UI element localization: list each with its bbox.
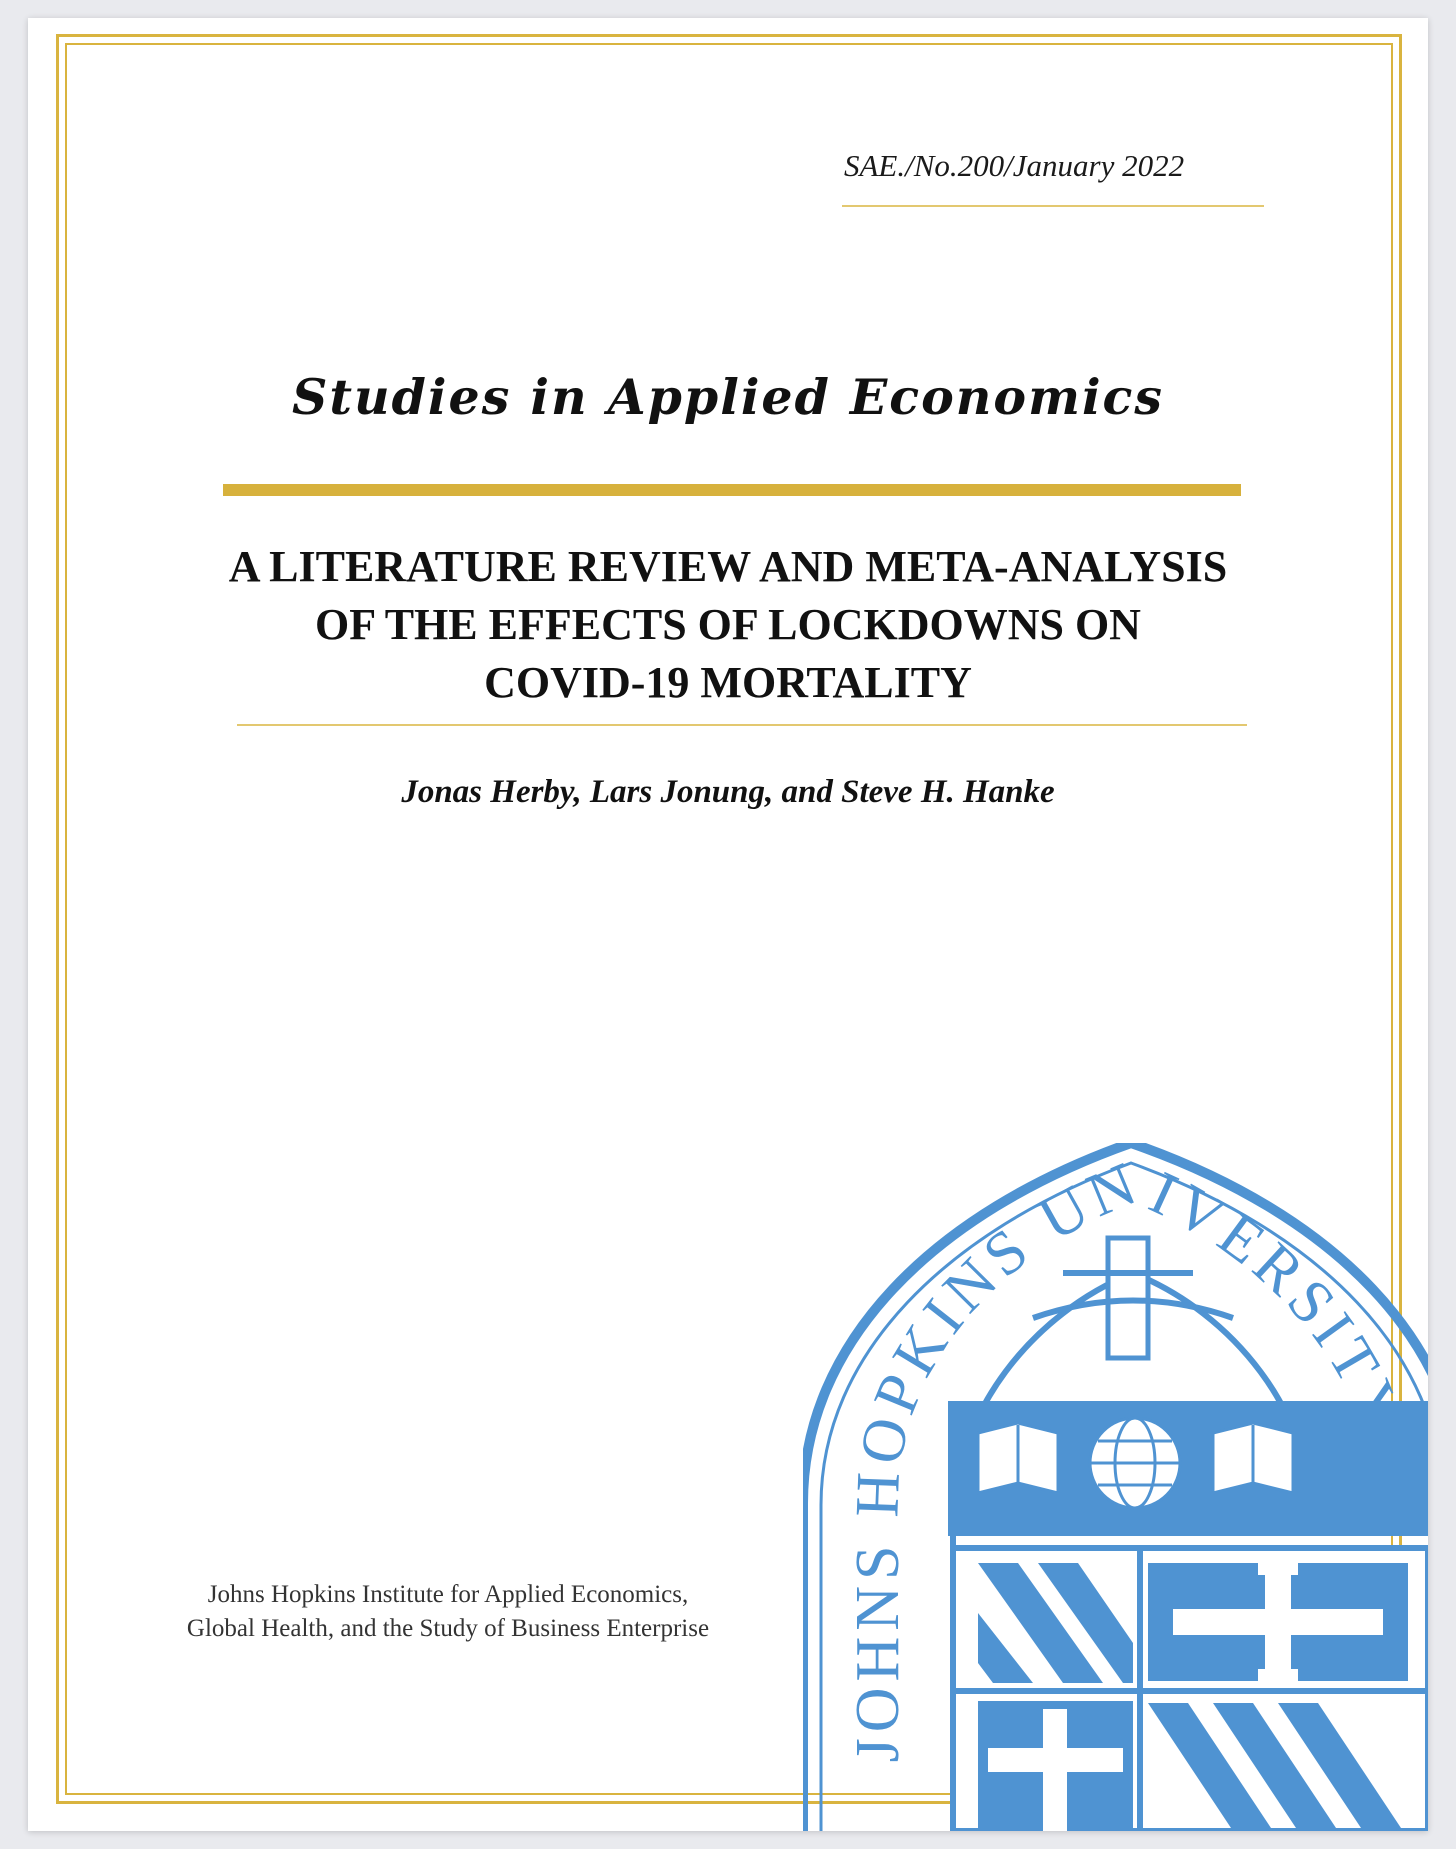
gold-title-bar bbox=[223, 484, 1241, 496]
series-number: SAE./No.200/January 2022 bbox=[844, 148, 1185, 183]
document-page bbox=[28, 18, 1428, 1831]
institute-line-1: Johns Hopkins Institute for Applied Economics, bbox=[207, 1581, 689, 1608]
paper-title-line-1: A LITERATURE REVIEW AND META-ANALYSIS bbox=[228, 542, 1228, 591]
series-underline bbox=[842, 205, 1264, 207]
paper-title-line-2: OF THE EFFECTS OF LOCKDOWNS ON bbox=[315, 600, 1141, 649]
title-underline bbox=[237, 724, 1247, 726]
authors: Jonas Herby, Lars Jonung, and Steve H. Hanke bbox=[401, 774, 1055, 810]
institute-line-2: Global Health, and the Study of Business Enterprise bbox=[186, 1615, 710, 1642]
university-seal-logo bbox=[803, 1143, 1428, 1831]
journal-title: Studies in Applied Economics bbox=[292, 368, 1164, 426]
institute-name bbox=[128, 1578, 768, 1646]
paper-title bbox=[28, 538, 1428, 712]
seal-text: JOHNS HOPKINS UNIVERSIT bbox=[843, 1147, 1396, 1763]
paper-title-line-3: COVID-19 MORTALITY bbox=[484, 658, 972, 707]
